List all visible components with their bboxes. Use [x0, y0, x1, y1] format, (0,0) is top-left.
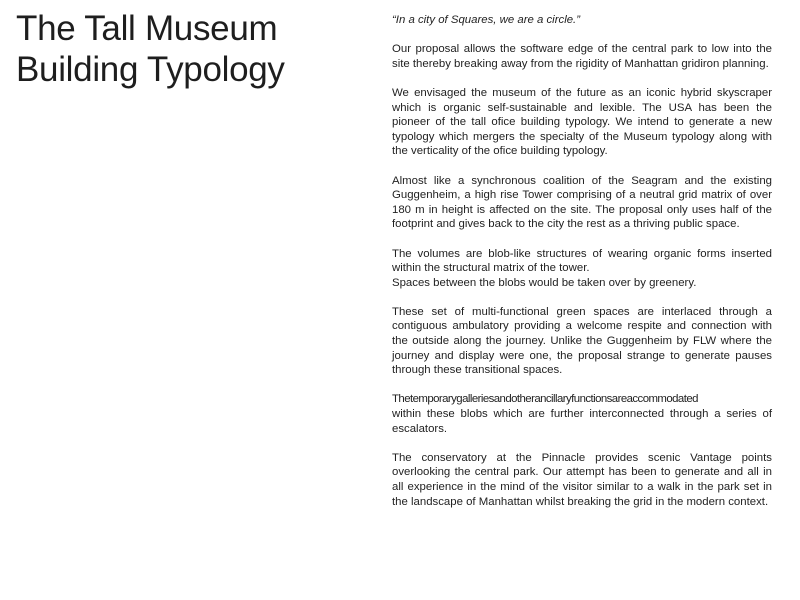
paragraph-blobs: [392, 247, 772, 291]
page-title: [16, 8, 356, 91]
galleries-line-2: within these blobs which are further interconnected through a series of escalators.: [392, 408, 772, 435]
blobs-line-1: The volumes are blob-like structures of wearing organic forms inserted within the structural matrix of the tower.: [392, 247, 772, 275]
paragraph-conservatory: The conservatory at the Pinnacle provides scenic Vantage points overlooking the central park. Our attempt has been to generate and all in all experience in the mind of the visitor similar to a walk in the park set in the landscape of Manhattan whilst breaking the grid in the modern context.: [392, 451, 772, 508]
paragraph-typology: We envisaged the museum of the future as an iconic hybrid skyscraper which is organic self-sustainable and lexible. The USA has been the pioneer of the tall ofice building typology. We intend to generate a new typology which mergers the specialty of the Museum typology along with the verticality of the ofice building typology.: [392, 86, 772, 158]
paragraph-tower: Almost like a synchronous coalition of the Seagram and the existing Guggenheim, a high rise Tower comprising of a neutral grid matrix of over 180 m in height is affected on the site. The proposal only uses half of the footprint and gives back to the city the rest as a thriving public space.: [392, 174, 772, 231]
title-line-1: The Tall Museum: [16, 9, 278, 48]
paragraph-galleries: [392, 392, 772, 436]
paragraph-green-spaces: These set of multi-functional green spaces are interlaced through a contiguous ambulatory providing a welcome respite and connection with the outside along the journey. Unlike the Guggenheim by FLW where the journey and display were one, the proposal strange to generate pauses through these transitional spaces.: [392, 305, 772, 377]
blobs-line-2: Spaces between the blobs would be taken over by greenery.: [392, 276, 697, 289]
galleries-line-1: Thetemporarygalleriesandotherancillaryfunctionsareaccommodated: [392, 393, 698, 406]
title-line-2: Building Typology: [16, 50, 285, 90]
tagline-quote: “In a city of Squares, we are a circle.”: [392, 14, 581, 26]
paragraph-site: Our proposal allows the software edge of the central park to low into the site thereby breaking away from the rigidity of Manhattan gridiron planning.: [392, 43, 772, 70]
description-text: [392, 13, 772, 509]
